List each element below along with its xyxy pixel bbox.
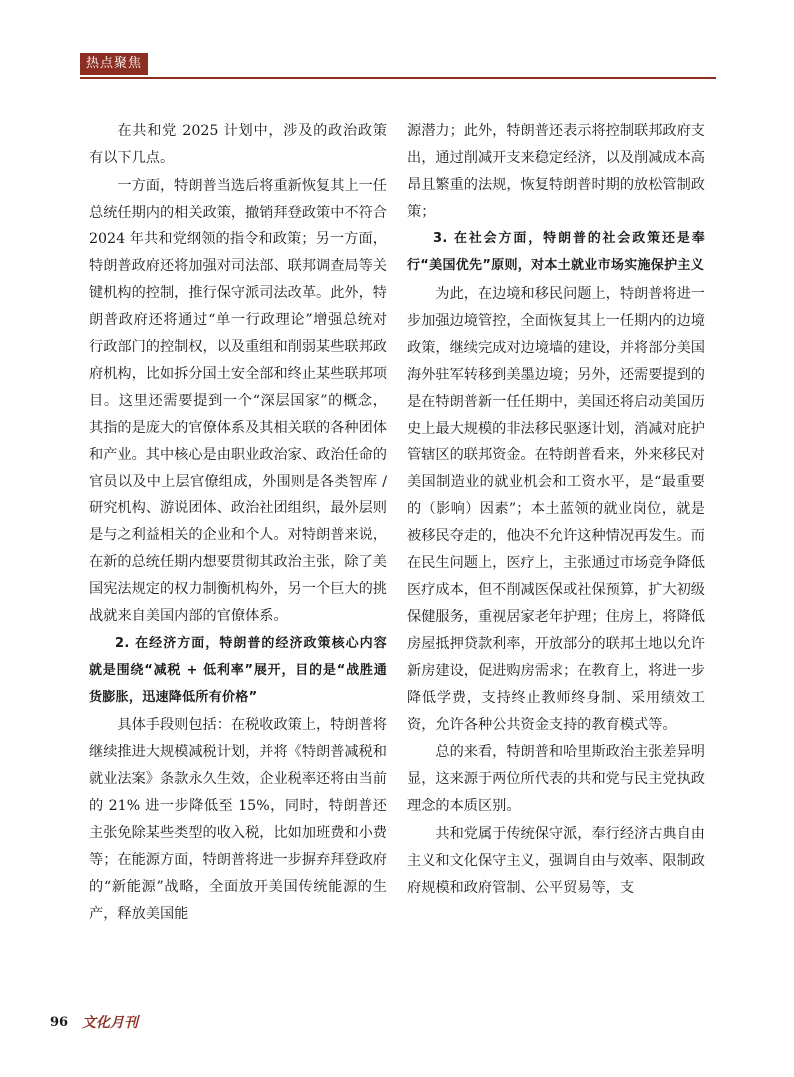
page-number: 96 [50,1015,69,1030]
section-heading: 3. 在社会方面，特朗普的社会政策还是奉行“美国优先”原则，对本土就业市场实施保护主义 [407,231,705,274]
header-divider [80,77,716,79]
paragraph: 在共和党 2025 计划中，涉及的政治政策有以下几点。 [89,123,387,166]
left-column [89,118,387,928]
paragraph: 一方面，特朗普当选后将重新恢复其上一任总统任期内的相关政策，撤销拜登政策中不符合 2024 年共和党纲领的指令和政策；另一方面，特朗普政府还将加强对司法部、联邦调查局等关键机构的控制，推行保守派司法改革。此外，特朗普政府还将通过“单一行政理论”增强总统对行政部门的控制权，以及重组和削弱某些联邦政府机构，比如拆分国土安全部和终止某些联邦项目。这里还需要提到一个“深层国家”的概念，其指的是庞大的官僚体系及其相关联的各种团体和产业。其中核心是由职业政治家、政治任命的官员以及中上层官僚组成，外围则是各类智库 / 研究机构、游说团体、政治社团组织，最外层则是与之利益相关的企业和个人。对特朗普来说，在新的总统任期内想要贯彻其政治主张，除了美国宪法规定的权力制衡机构外，另一个巨大的挑战就来自美国内部的官僚体系。 [89,177,387,625]
paragraph: 具体手段则包括：在税收政策上，特朗普将继续推进大规模减税计划，并将《特朗普减税和就业法案》条款永久生效，企业税率还将由当前的 21% 进一步降低至 15%，同时，特朗普还主张免除某些类型的收入税，比如加班费和小费等；在能源方面，特朗普将进一步摒弃拜登政府的“新能源”战略，全面放开美国传统能源的生产，释放美国能 [89,717,387,922]
magazine-logo: 文化月刊 [82,1015,138,1031]
section-heading: 2. 在经济方面，特朗普的经济政策核心内容就是围绕“减税 + 低利率”展开，目的是“战胜通货膨胀，迅速降低所有价格” [89,635,387,705]
section-tag: 热点聚焦 [80,53,148,75]
paragraph: 为此，在边境和移民问题上，特朗普将进一步加强边境管控，全面恢复其上一任期内的边境政策，继续完成对边境墙的建设，并将部分美国海外驻军转移到美墨边境；另外，还需要提到的是在特朗普新一任任期中，美国还将启动美国历史上最大规模的非法移民驱逐计划，消减对庇护管辖区的联邦资金。在特朗普看来，外来移民对美国制造业的就业机会和工资水平，是“最重要的（影响）因素”；本土蓝领的就业岗位，就是被移民夺走的，他决不允许这种情况再发生。而在民生问题上，医疗上，主张通过市场竞争降低医疗成本，但不削减医保或社保预算，扩大初级保健服务，重视居家老年护理；住房上，将降低房屋抵押贷款利率，开放部分的联邦土地以允许新房建设，促进购房需求；在教育上，将进一步降低学费，支持终止教师终身制、采用绩效工资，允许各种公共资金支持的教育模式等。 [407,286,705,733]
paragraph-continued: 源潜力；此外，特朗普还表示将控制联邦政府支出，通过削减开支来稳定经济，以及削减成本高昂且繁重的法规，恢复特朗普时期的放松管制政策； [407,123,705,220]
paragraph: 共和党属于传统保守派，奉行经济古典自由主义和文化保守主义，强调自由与效率、限制政府规模和政府管制、公平贸易等，支 [407,825,705,896]
right-column [407,118,705,902]
paragraph: 总的来看，特朗普和哈里斯政治主张差异明显，这来源于两位所代表的共和党与民主党执政理念的本质区别。 [407,744,705,815]
